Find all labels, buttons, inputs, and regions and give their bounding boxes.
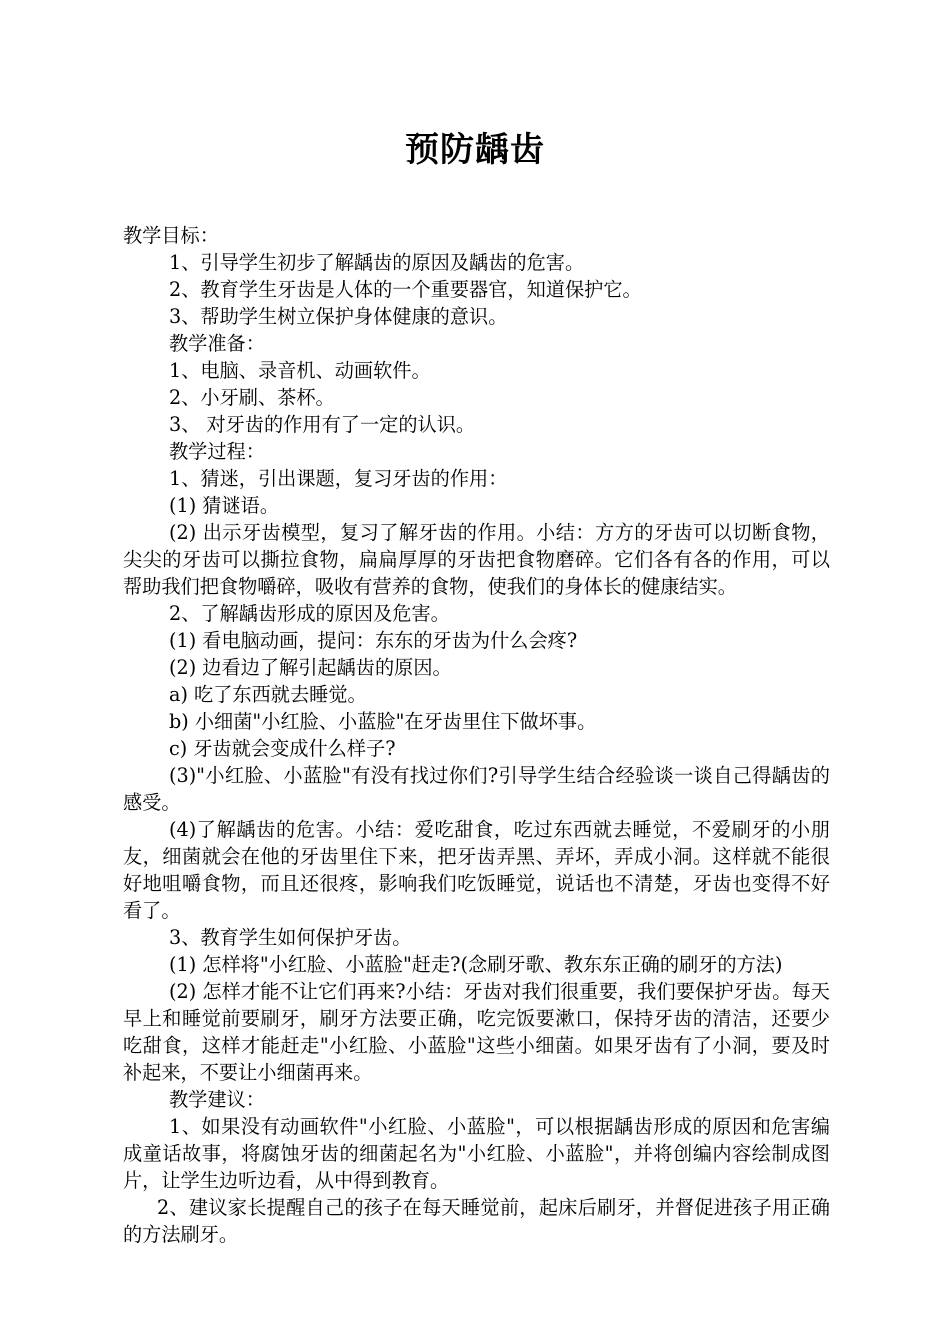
paragraph: c) 牙齿就会变成什么样子? (169, 737, 396, 760)
paragraph: 教学建议： (169, 1088, 265, 1111)
paragraph: (4)了解龋齿的危害。小结：爱吃甜食，吃过东西就去睡觉，不爱刷牙的小朋友，细菌就会在他的牙齿里住下来，把牙齿弄黑、弄坏，弄成小洞。这样就不能很好地咀嚼食物，而且还很疼，影响我们吃饭睡觉，说话也不清楚，牙齿也变得不好看了。 (123, 818, 830, 922)
paragraph: 2、了解龋齿形成的原因及危害。 (169, 602, 450, 625)
paragraph: 教学目标： (123, 224, 219, 247)
paragraph: 1、如果没有动画软件"小红脸、小蓝脸"，可以根据龋齿形成的原因和危害编成童话故事，将腐蚀牙齿的细菌起名为"小红脸、小蓝脸"，并将创编内容绘制成图片，让学生边听边看，从中得到教育。 (123, 1115, 830, 1192)
paragraph: (2) 怎样才能不让它们再来?小结：牙齿对我们很重要，我们要保护牙齿。每天早上和睡觉前要刷牙，刷牙方法要正确，吃完饭要漱口，保持牙齿的清洁，还要少吃甜食，这样才能赶走"小红脸、小蓝脸"这些小细菌。如果牙齿有了小洞，要及时补起来，不要让小细菌再来。 (123, 980, 830, 1084)
paragraph: (1) 怎样将"小红脸、小蓝脸"赶走?(念刷牙歌、教东东正确的刷牙的方法) (169, 953, 783, 976)
paragraph: (1) 看电脑动画，提问：东东的牙齿为什么会疼? (169, 629, 578, 652)
paragraph: b) 小细菌"小红脸、小蓝脸"在牙齿里住下做坏事。 (169, 710, 597, 733)
paragraph: (2) 出示牙齿模型，复习了解牙齿的作用。小结：方方的牙齿可以切断食物，尖尖的牙齿可以撕拉食物，扁扁厚厚的牙齿把食物磨碎。它们各有各的作用，可以帮助我们把食物嚼碎，吸收有营养的食物，使我们的身体长的健康结实。 (123, 521, 830, 598)
paragraph: 3、 对牙齿的作用有了一定的认识。 (169, 413, 476, 436)
document-title: 预防龋齿 (405, 130, 545, 170)
paragraph: 2、教育学生牙齿是人体的一个重要器官，知道保护它。 (169, 278, 642, 301)
paragraph: 2、建议家长提醒自己的孩子在每天睡觉前，起床后刷牙，并督促进孩子用正确的方法刷牙。 (123, 1196, 830, 1246)
paragraph: 3、教育学生如何保护牙齿。 (169, 926, 412, 949)
paragraph: (1) 猜谜语。 (169, 494, 280, 517)
paragraph: (3)"小红脸、小蓝脸"有没有找过你们?引导学生结合经验谈一谈自己得龋齿的感受。 (123, 764, 830, 814)
paragraph: 1、猜迷，引出课题，复习牙齿的作用： (169, 467, 508, 490)
paragraph: 教学准备： (169, 332, 265, 355)
paragraph: 1、电脑、录音机、动画软件。 (169, 359, 431, 382)
paragraph: 1、引导学生初步了解龋齿的原因及龋齿的危害。 (169, 251, 585, 274)
paragraph: 教学过程： (169, 440, 265, 463)
paragraph: 3、帮助学生树立保护身体健康的意识。 (169, 305, 508, 328)
paragraph: 2、小牙刷、茶杯。 (169, 386, 335, 409)
document-body (123, 222, 830, 1248)
paragraph: a) 吃了东西就去睡觉。 (169, 683, 367, 706)
paragraph: (2) 边看边了解引起龋齿的原因。 (169, 656, 452, 679)
